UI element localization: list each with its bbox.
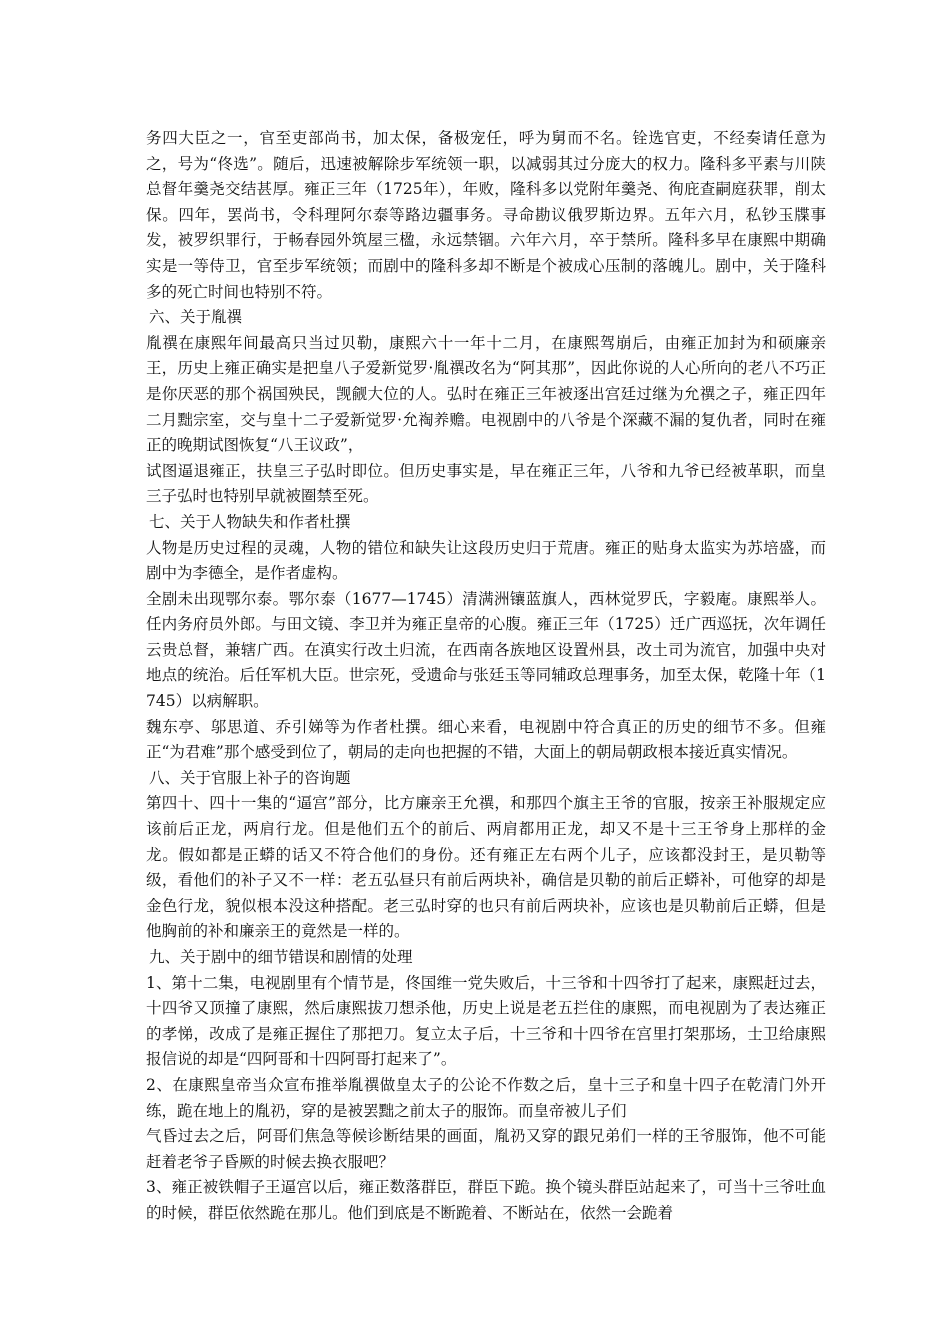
paragraph-ertai: 全剧未出现鄂尔泰。鄂尔泰（1677—1745）清满洲镶蓝旗人，西林觉罗氏，字毅庵。康熙举人。任内务府员外郎。与田文镜、李卫并为雍正皇帝的心腹。雍正三年（1725）迁广西巡抚，次年调任云贵总督，兼辖广西。在滇实行改土归流，在西南各族地区设置州县，改土司为流官，加强中央对地点的统治。后任军机大臣。世宗死，受遗命与张廷玉等同辅政总理事务，加至太保，乾隆十年（1745）以病解职。 [146,589,826,711]
section-heading-9: 九、关于剧中的细节错误和剧情的处理 [149,948,413,966]
paragraph-detail-2: 2、在康熙皇帝当众宣布推举胤禩做皇太子的公论不作数之后，皇十三子和皇十四子在乾清门外开练，跪在地上的胤礽，穿的是被罢黜之前太子的服饰。而皇帝被儿子们 [146,1075,826,1120]
paragraph-yinsi-history-cont: 试图逼退雍正，扶皇三子弘时即位。但历史事实是，早在雍正三年，八爷和九爷已经被革职，而皇三子弘时也特别早就被圈禁至死。 [146,461,826,506]
paragraph-detail-1: 1、第十二集，电视剧里有个情节是，佟国维一党失败后，十三爷和十四爷打了起来，康熙赶过去，十四爷又顶撞了康熙，然后康熙拔刀想杀他，历史上说是老五拦住的康熙，而电视剧为了表达雍正的孝悌，改成了是雍正握住了那把刀。复立太子后，十三爷和十四爷在宫里打架那场，士卫给康熙报信说的却是“四阿哥和十四阿哥打起来了”。 [146,973,826,1069]
section-heading-8: 八、关于官服上补子的咨询题 [149,768,351,787]
paragraph-yinsi-history: 胤禩在康熙年间最高只当过贝勒，康熙六十一年十二月，在康熙驾崩后，由雍正加封为和硕廉亲王，历史上雍正确实是把皇八子爱新觉罗·胤禩改名为“阿其那”，因此你说的人心所向的老八不巧正是你厌恶的那个祸国殃民，觊觎大位的人。弘时在雍正三年被逐出宫廷过继为允禩之子，雍正四年二月黜宗室，交与皇十二子爱新觉罗·允祹养赡。电视剧中的八爷是个深藏不漏的复仇者，同时在雍正的晚期试图恢复“八王议政”， [146,333,826,455]
paragraph-characters-intro: 人物是历史过程的灵魂，人物的错位和缺失让这段历史归于荒唐。雍正的贴身太监实为苏培盛，而剧中为李德全，是作者虚构。 [146,538,826,583]
paragraph-longkeduo-summary: 务四大臣之一，官至吏部尚书，加太保，备极宠任，呼为舅而不名。铨选官吏，不经奏请任意为之，号为“佟选”。随后，迅速被解除步军统领一职，以减弱其过分庞大的权力。隆科多平素与川陕总督年羹尧交结甚厚。雍正三年（1725年），年败，隆科多以党附年羹尧、徇庇查嗣庭获罪，削太保。四年，罢尚书，令科理阿尔泰等路边疆事务。寻命勘议俄罗斯边界。五年六月，私钞玉牒事发，被罗织罪行，于畅春园外筑屋三楹，永远禁锢。六年六月，卒于禁所。隆科多早在康熙中期确实是一等侍卫，官至步军统领；而剧中的隆科多却不断是个被成心压制的落魄儿。剧中，关于隆科多的死亡时间也特别不符。 [146,129,826,301]
section-heading-7: 七、关于人物缺失和作者杜撰 [149,512,351,531]
document-body [146,126,826,1227]
paragraph-detail-2-cont: 气昏过去之后，阿哥们焦急等候诊断结果的画面，胤礽又穿的跟兄弟们一样的王爷服饰，他不可能赶着老爷子昏厥的时候去换衣服吧？ [146,1127,826,1171]
paragraph-official-robes: 第四十、四十一集的“逼宫”部分，比方廉亲王允禩，和那四个旗主王爷的官服，按亲王补服规定应该前后正龙，两肩行龙。但是他们五个的前后、两肩都用正龙，却又不是十三王爷身上那样的金龙。假如都是正蟒的话又不符合他们的身份。还有雍正左右两个儿子，应该都没封王，是贝勒等级，看他们的补子又不一样：老五弘昼只有前后两块补，确信是贝勒的前后正蟒补，可他穿的却是金色行龙，貌似根本没这种搭配。老三弘时穿的也只有前后两块补，应该也是贝勒前后正蟒，但是他胸前的补和廉亲王的竟然是一样的。 [146,794,826,941]
paragraph-fictional-characters: 魏东亭、邬思道、乔引娣等为作者杜撰。细心来看，电视剧中符合真正的历史的细节不多。但雍正“为君难”那个感受到位了，朝局的走向也把握的不错，大面上的朝局朝政根本接近真实情况。 [146,717,826,762]
section-heading-6: 六、关于胤禩 [149,308,243,327]
paragraph-detail-3: 3、雍正被铁帽子王逼宫以后，雍正数落群臣，群臣下跪。换个镜头群臣站起来了，可当十三爷吐血的时候，群臣依然跪在那儿。他们到底是不断跪着、不断站在，依然一会跪着 [146,1178,826,1222]
